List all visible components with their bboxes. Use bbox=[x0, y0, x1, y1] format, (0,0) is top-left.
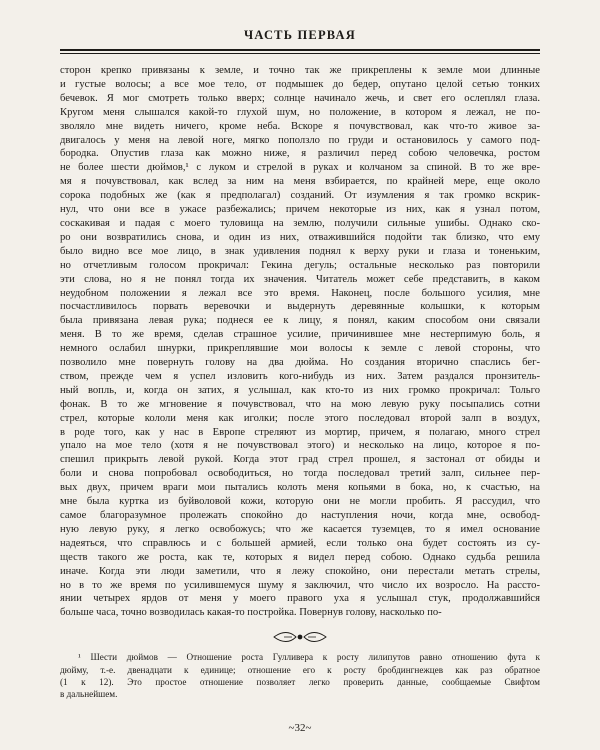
body-text-line: эти слова, но я не понял тогда их значения. Читатель может себе представить, в каком bbox=[60, 273, 540, 285]
body-text-line: двигалось у меня на левой ноге, мягко поползло по груди и остановилось у самого под- bbox=[60, 134, 540, 146]
body-text-line: зволяло мне видеть ничего, кроме неба. Вскоре я почувствовал, как что-то живое за- bbox=[60, 120, 540, 132]
body-text-line: но в то же время по усилившемуся шуму я заключил, что число их возросло. На рассто- bbox=[60, 579, 540, 591]
header-rule-thin bbox=[60, 53, 540, 54]
chapter-header: ЧАСТЬ ПЕРВАЯ bbox=[243, 28, 357, 42]
body-text-line: было видно все мое лицо, в знак удивления поднял к верху руки и глаза и тоненьким, bbox=[60, 245, 540, 257]
body-text-line: бечевок. Я мог смотреть только вверх; солнце начинало жечь, и свет его ослеплял глаза. bbox=[60, 92, 540, 104]
body-text-line: не более шести дюймов,¹ с луком и стрелой в руках и колчаном за спиной. В то же вре- bbox=[60, 162, 540, 174]
body-text-line: была привязана левая рука; поднеся ее к лицу, я понял, каким способом они связали bbox=[60, 315, 540, 327]
body-text-line: мне была куртка из буйволовой кожи, которую они не могли пробить. Я рассудил, что bbox=[60, 496, 540, 508]
body-text-line: посчастливилось порвать веревочки и выдернуть деревянные колышки, к которым bbox=[60, 301, 540, 313]
body-text-line: больше часа, точно возводилась какая-то постройка. Повернув голову, насколько по- bbox=[60, 607, 442, 619]
body-text-line: в роде того, как у нас в Европе стреляют из мортир, причем, я полагаю, много стрел bbox=[60, 426, 540, 438]
body-text-line: ный вопль, и, когда он затих, я услышал, как кто-то из них громко прокричал: Тольго bbox=[60, 384, 540, 396]
body-text-line: боли и снова попробовал освободиться, но тогда последовал третий залп, сильнее пер- bbox=[60, 468, 540, 480]
ornament-icon bbox=[270, 629, 330, 645]
footnote-line: (1 к 12). Это простое отношение позволяет легко проверить данные, сообщаемые Свифтом bbox=[60, 677, 540, 688]
body-text-line: немного ослабил шнурки, прикреплявшие мои волосы к земле с левой стороны, что bbox=[60, 343, 540, 355]
body-text-line: сорока подобных же (как я предполагал) созданий. От изумления я так громко вскрик- bbox=[60, 190, 540, 202]
body-text-line: неудобном положении я лежал все это время. Наконец, после большого усилия, мне bbox=[60, 287, 540, 299]
header-rule bbox=[60, 49, 540, 51]
page-number: ~32~ bbox=[288, 722, 312, 734]
body-text-line: иначе. Когда эти люди заметили, что я лежу спокойно, они перестали метать стрелы, bbox=[60, 565, 540, 577]
body-text-line: надеяться, что справлюсь и с большей армией, если только она будет состоять из су- bbox=[60, 537, 540, 549]
body-text-line: вых двух, причем враги мои пытались колоть меня копьями в бока, но, к счастью, на bbox=[60, 482, 540, 494]
body-text-line: ную левую руку, я легко освобожусь; что же касается туземцев, то я имел основание bbox=[60, 523, 540, 535]
footnote-line: в дальнейшем. bbox=[60, 689, 118, 700]
footnote-line: ¹ Шести дюймов — Отношение роста Гулливера к росту лилипутов равно отношению фута к bbox=[78, 652, 540, 663]
body-text-line: соскакивая и падая с моего туловища на землю, получили сильные ушибы. Однако ско- bbox=[60, 217, 540, 229]
body-text-line: самое благоразумное пролежать спокойно до наступления ночи, когда мне, освобод- bbox=[60, 510, 540, 521]
body-text-line: Кругом меня слышался какой-то глухой шум, но положение, в котором я лежал, не по- bbox=[60, 106, 540, 118]
body-text-line: бородка. Опустив глаза как можно ниже, я различил перед собою человечка, ростом bbox=[60, 148, 540, 160]
body-text-line: сторон крепко привязаны к земле, и точно так же прикреплены к земле мои длинные bbox=[60, 65, 540, 76]
body-text bbox=[60, 64, 540, 620]
body-text-line: и густые волосы; а все мое тело, от подмышек до бедер, опутано целой сетью тонких bbox=[60, 78, 540, 90]
body-text-line: ро они возвратились снова, и один из них, отважившийся подойти так близко, что ему bbox=[60, 231, 540, 243]
body-text-line: но отчетливым голосом прокричал: Гекина дегуль; остальные несколько раз повторили bbox=[60, 259, 540, 271]
body-text-line: упало на мое тело (хотя я не почувствовал этого) и несколько на лицо, которое я по- bbox=[60, 440, 540, 452]
body-text-line: меня. В то же время, сделав страшное усилие, причинившее мне нестерпимую боль, я bbox=[60, 329, 540, 341]
footnote bbox=[60, 651, 540, 701]
body-text-line: фонак. В то же мгновение я почувствовал, что на мою левую руку посыпались сотни bbox=[60, 398, 540, 410]
body-text-line: ществ такого же роста, как те, которых я видел перед собою. Однако судьба решила bbox=[60, 551, 540, 563]
footnote-line: дюйму, т.-е. двенадцати к единице; отношение его к росту бробдингнежцев как раз обратное bbox=[60, 664, 540, 675]
body-text-line: позволило мне повернуть голову на два дюйма. Но создания вторично спаслись бег- bbox=[60, 357, 540, 369]
body-text-line: спешил прикрыть левой рукой. Когда этот град стрел прошел, я застонал от обиды и bbox=[60, 454, 540, 466]
body-text-line: ством, прежде чем я успел изловить кого-нибудь из них. Затем раздался пронзитель- bbox=[60, 370, 540, 382]
body-text-line: мя я почувствовал, как вслед за ним на меня взбирается, по крайней мере, еще около bbox=[60, 176, 540, 188]
body-text-line: янии четырех ярдов от меня у моего правого уха я услышал стук, продолжавшийся bbox=[60, 593, 540, 605]
body-text-line: нул, что они все в ужасе разбежались; причем некоторые из них, как я узнал потом, bbox=[60, 204, 540, 216]
body-text-line: стрел, которые кололи меня как иголки; после этого последовал второй залп в воздух, bbox=[60, 412, 540, 424]
